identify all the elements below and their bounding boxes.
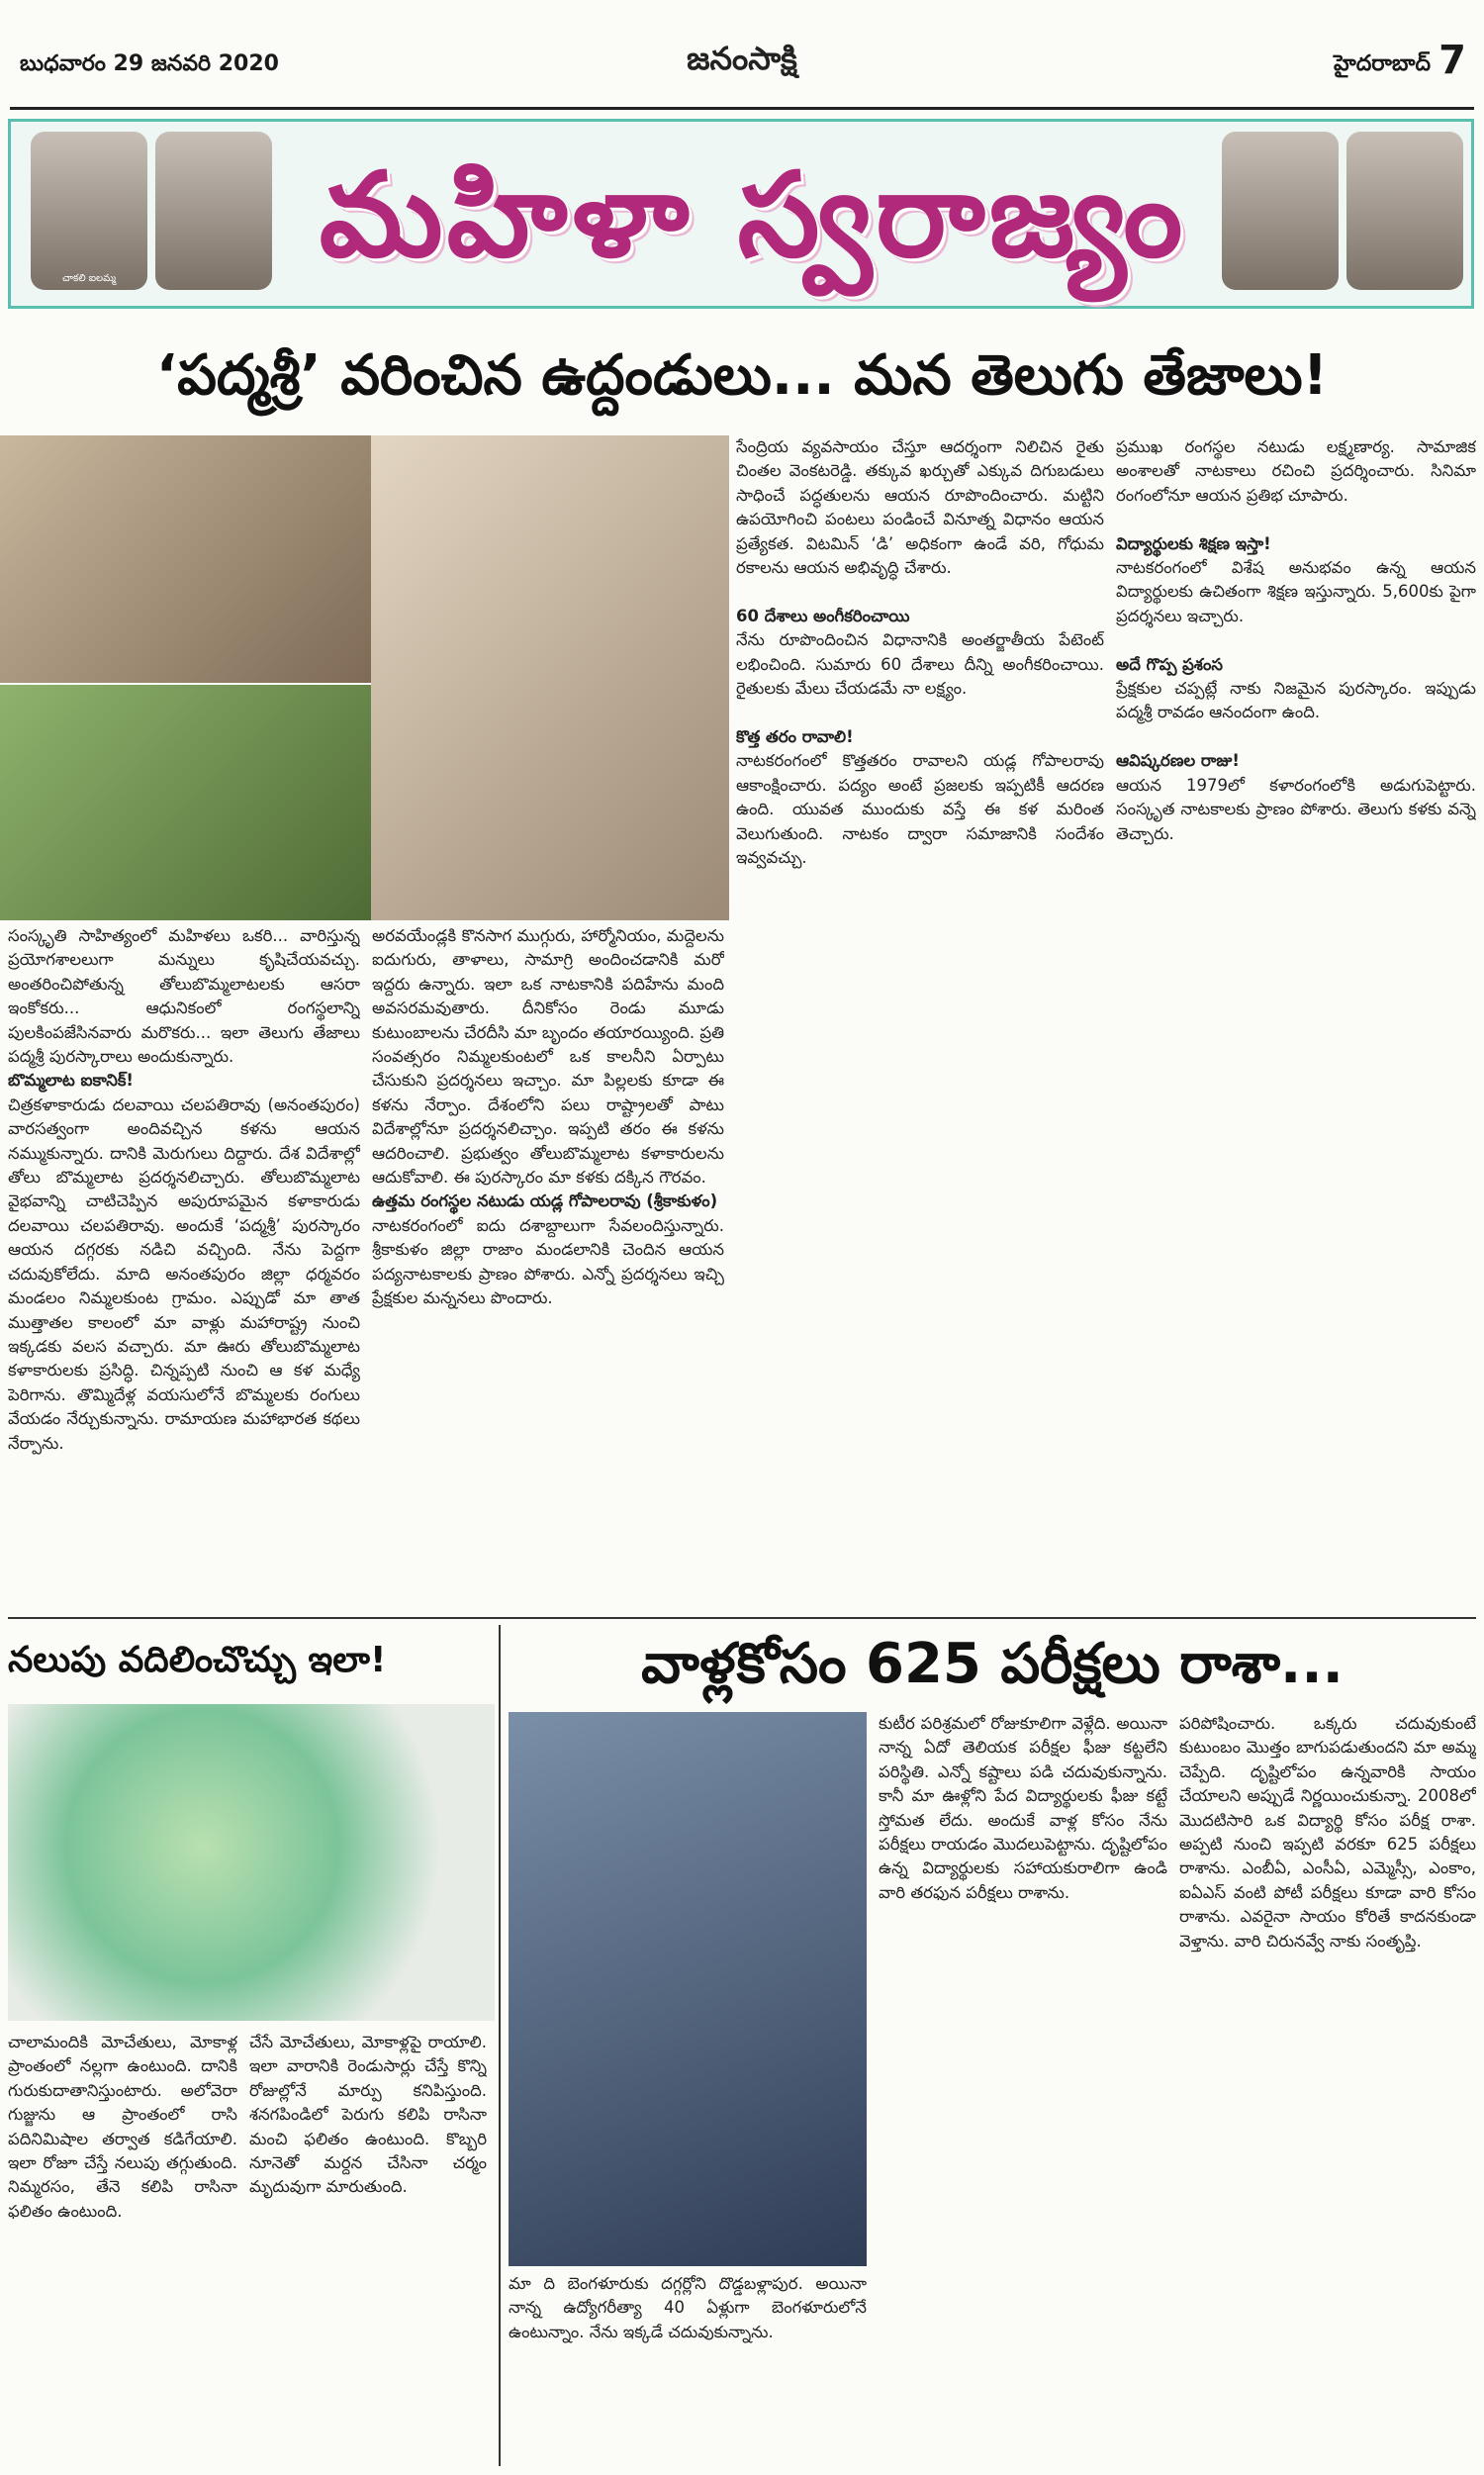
article1-photo-2: [371, 435, 729, 920]
article1-col2-body: అరవయేండ్లకి కొనసాగ ముగ్గురు, హార్మోనియం, మద్దెలను ఐదుగురు, తాళాలు, సామాగ్రి అందించడానికి మరో ఇద్దరు ఉన్నారు. ఇలా ఒక నాటకానికి పదిహేను మంది అవసరమవుతారు. దీనికోసం రెండు మూడు కుటుంబాలను చేరదీసి మా బృందం తయారయ్యింది. ప్రతి సంవత్సరం నిమ్మలకుంటలో ఒక కాలనీని ఏర్పాటు చేసుకుని ప్రదర్శనలు ఇచ్చాం. మా పిల్లలకు కూడా ఈ కళను నేర్పాం. దేశంలోని పలు రాష్ట్రాలతో పాటు విదేశాల్లోనూ ప్రదర్శనలిచ్చాం. ఇప్పటి తరం ఈ కళను ఆదరించాలి. ప్రభుత్వం తోలుబొమ్మలాట కళాకారులను ఆదుకోవాలి. ఈ పురస్కారం మా కళకు దక్కిన గౌరవం.: [372, 926, 724, 1188]
portrait-photo-2: [155, 132, 272, 290]
article1-photo-1: [0, 435, 371, 683]
article1-col2-subheading: ఉత్తమ రంగస్థల నటుడు యడ్ల గోపాలరావు (శ్రీకాకుళం): [372, 1191, 718, 1211]
portrait-photo-1: [31, 132, 147, 290]
column-divider: [499, 1625, 501, 2466]
aloe-vera-photo: [8, 1704, 495, 2021]
portrait-photo-3: [1222, 132, 1339, 290]
article1-col3-body: సేంద్రియ వ్యవసాయం చేస్తూ ఆదర్శంగా నిలిచిన రైతు చింతల వెంకటరెడ్డి. తక్కువ ఖర్చుతో ఎక్కువ దిగుబడులు సాధించే పద్ధతులను ఆయన రూపొందించారు. మట్టిని ఉపయోగించి పంటలు పండించే వినూత్న విధానం ఆయన ప్రత్యేకత. విటమిన్ ‘డి’ అధికంగా ఉండే వరి, గోధుమ రకాలను ఆయన అభివృద్ధి చేశారు.: [736, 437, 1104, 578]
issue-date: బుధవారం 29 జనవరి 2020: [20, 51, 279, 76]
article3-col1-bottom: మా ది బెంగళూరుకు దగ్గర్లోని దొడ్డబళ్లాపుర. అయినా నాన్న ఉద్యోగరీత్యా 40 ఏళ్లుగా బెంగళూరులోనే ఉంటున్నాం. నేను ఇక్కడే చదువుకున్నాను.: [509, 2274, 867, 2341]
header-rule: [10, 107, 1474, 110]
article3-photo-bottom-text: [509, 2272, 867, 2466]
article1-headline: ‘పద్మశ్రీ’ వరించిన ఉద్దండులు... మన తెలుగు తేజాలు!: [155, 343, 1329, 408]
portrait-photo-4: [1346, 132, 1463, 290]
article1-col1-sub-body: చిత్రకళాకారుడు దలవాయి చలపతిరావు (అనంతపురం) వారసత్వంగా అందివచ్చిన కళను ఆయన నమ్ముకున్నారు. దానికి మెరుగులు దిద్దారు. దేశ విదేశాల్లో తోలు బొమ్మలాట ప్రదర్శనలిచ్చారు. తోలుబొమ్మలాట వైభవాన్ని చాటిచెప్పిన అపురూపమైన కళాకారుడు దలవాయి చలపతిరావు. అందుకే ‘పద్మశ్రీ’ పురస్కారం ఆయన దగ్గరకు నడిచి వచ్చింది. నేను పెద్దగా చదువుకోలేదు. మాది అనంతపురం జిల్లా ధర్మవరం మండలం నిమ్మలకుంట గ్రామం. ఎప్పుడో మా తాత ముత్తాతల కాలంలో మా వాళ్లు మహారాష్ట్ర నుంచి ఇక్కడకు వలస వచ్చారు. మా ఊరు తోలుబొమ్మలాట కళాకారులకు ప్రసిద్ధి. చిన్నప్పటి నుంచి ఆ కళ మధ్యే పెరిగాను. తొమ్మిదేళ్ల వయసులోనే బొమ్మలకు రంగులు వేయడం నేర్చుకున్నాను. రామాయణ మహాభారత కథలు నేర్పాను.: [8, 1095, 360, 1453]
article3-photo: [509, 1712, 867, 2266]
article1-column-2: [372, 924, 724, 1607]
article2-col1-body: చాలామందికి మోచేతులు, మోకాళ్ల ప్రాంతంలో నల్లగా ఉంటుంది. దానికి గురుకుదాతానిస్తుంటారు. అలోవెరా గుజ్జును ఆ ప్రాంతంలో రాసి పదినిమిషాల తర్వాత కడిగేయాలి. ఇలా రోజూ చేస్తే నలుపు తగ్గుతుంది. నిమ్మరసం, తేనె కలిపి రాసినా ఫలితం ఉంటుంది.: [8, 2033, 237, 2221]
newspaper-logo: జనంసాక్షి: [687, 40, 797, 77]
article1-col3-subheading-2: కొత్త తరం రావాలి!: [736, 726, 854, 746]
article1-column-4: [1116, 435, 1476, 1607]
article3-col1-body: కుటీర పరిశ్రమలో రోజుకూలిగా వెళ్లేది. అయినా నాన్న ఏదో తెలియక పరీక్షల ఫీజు కట్టలేని పరిస్థితి. ఎన్నో కష్టాలు పడి చదువుకున్నాను. కానీ మా ఊళ్లోని పేద విద్యార్థులకు ఫీజు కట్టే స్తోమత లేదు. అందుకే వాళ్ల కోసం నేను పరీక్షలు రాయడం మొదలుపెట్టాను. దృష్టిలోపం ఉన్న విద్యార్థులకు సహాయకురాలిగా ఉండి వారి తరఫున పరీక్షలు రాశాను.: [879, 1714, 1167, 1902]
article1-col4-sub-body-1: నాటకరంగంలో విశేష అనుభవం ఉన్న ఆయన విద్యార్థులకు ఉచితంగా శిక్షణ ఇస్తున్నారు. 5,600కు పైగా ప్రదర్శనలు ఇచ్చారు.: [1116, 558, 1476, 625]
article2-column-1: [8, 2031, 237, 2466]
section-divider: [8, 1617, 1476, 1619]
article2-column-2: [249, 2031, 487, 2466]
article1-col1-subheading: బొమ్మలాట ఐకానిక్!: [8, 1071, 134, 1091]
masthead: [0, 0, 1484, 117]
article1-col3-subheading-1: 60 దేశాలు అంగీకరించాయి: [736, 606, 910, 625]
article1-photo-3: [0, 685, 371, 920]
section-banner: [8, 119, 1474, 309]
article1-col3-sub-body-1: నేను రూపొందించిన విధానానికి అంతర్జాతీయ పేటెంట్ లభించింది. సుమారు 60 దేశాలు దీన్ని అంగీకరించాయి. రైతులకు మేలు చేయడమే నా లక్ష్యం.: [736, 630, 1104, 699]
portrait-caption-1: చాకలి ఐలమ్మ: [61, 273, 117, 284]
article3-column-1: [879, 1712, 1167, 2466]
article1-col1-body: సంస్కృతి సాహిత్యంలో మహిళలు ఒకరి... వారిస్తున్న ప్రయోగశాలలుగా మన్నులు కృషిచేయవచ్చు. అంతరించిపోతున్న తోలుబొమ్మలాటలకు ఆసరా ఇంకోకరు... ఆధునికంలో రంగస్థలాన్ని పులకింపజేసినవారు మరొకరు... ఇలా తెలుగు తేజాలు పద్మశ్రీ పురస్కారాలు అందుకున్నారు.: [8, 926, 360, 1067]
article1-col4-body: ప్రముఖ రంగస్థల నటుడు లక్ష్మణార్య. సామాజిక అంశాలతో నాటకాలు రచించి ప్రదర్శించారు. సినిమా రంగంలోనూ ఆయన ప్రతిభ చూపారు.: [1116, 437, 1476, 505]
article2-col2-body: చేసే మోచేతులు, మోకాళ్లపై రాయాలి. ఇలా వారానికి రెండుసార్లు చేస్తే కొన్ని రోజుల్లోనే మార్పు కనిపిస్తుంది. శనగపిండిలో పెరుగు కలిపి రాసినా మంచి ఫలితం ఉంటుంది. కొబ్బరి నూనెతో మర్దన చేసినా చర్మం మృదువుగా మారుతుంది.: [249, 2033, 487, 2197]
article1-col4-subheading-1: విద్యార్థులకు శిక్షణ ఇస్తా!: [1116, 533, 1271, 553]
article1-col4-sub-body-2: ప్రేక్షకుల చప్పట్లే నాకు నిజమైన పురస్కారం. ఇప్పుడు పద్మశ్రీ రావడం ఆనందంగా ఉంది.: [1116, 679, 1476, 722]
article1-col4-subheading-2: అదే గొప్ప ప్రశంస: [1116, 654, 1223, 674]
article2-headline: నలుపు వదిలించొచ్చు ఇలా!: [8, 1640, 387, 1680]
article3-headline: వాళ్లకోసం 625 పరీక్షలు రాశా...: [641, 1632, 1344, 1696]
banner-title: మహిళా స్వరాజ్యం: [319, 146, 1187, 283]
page-number: 7: [1438, 38, 1466, 83]
article1-col3-sub-body-2: నాటకరంగంలో కొత్తతరం రావాలని యడ్ల గోపాలరావు ఆకాంక్షించారు. పద్యం అంటే ప్రజలకు ఇప్పటికీ ఆదరణ ఉంది. యువత ముందుకు వస్తే ఈ కళ మరింత వెలుగుతుంది. నాటకం ద్వారా సమాజానికి సందేశం ఇవ్వవచ్చు.: [736, 751, 1104, 867]
article1-col4-sub-body-3: ఆయన 1979లో కళారంగంలోకి అడుగుపెట్టారు. సంస్కృత నాటకాలకు ప్రాణం పోశారు. తెలుగు కళకు వన్నె తెచ్చారు.: [1116, 775, 1476, 843]
article1-column-3: [736, 435, 1104, 1607]
article1-col2-sub-body: నాటకరంగంలో ఐదు దశాబ్దాలుగా సేవలందిస్తున్నారు. శ్రీకాకుళం జిల్లా రాజాం మండలానికి చెందిన ఆయన పద్యనాటకాలకు ప్రాణం పోశారు. ఎన్నో ప్రదర్శనలు ఇచ్చి ప్రేక్షకుల మన్ననలు పొందారు.: [372, 1215, 724, 1308]
article3-column-2: [1179, 1712, 1476, 2466]
article1-col4-subheading-3: ఆవిష్కరణల రాజు!: [1116, 751, 1240, 771]
article1-column-1: [8, 924, 360, 1607]
article3-col2-body: పరిపోషించారు. ఒక్కరు చదువుకుంటే కుటుంబం మొత్తం బాగుపడుతుందని మా అమ్మ చెప్పేది. దృష్టిలోపం ఉన్నవారికి సాయం చేయాలని అప్పుడే నిర్ణయించుకున్నా. 2008లో మొదటిసారి ఒక విద్యార్థి కోసం పరీక్ష రాశా. అప్పటి నుంచి ఇప్పటి వరకూ 625 పరీక్షలు రాశాను. ఎంబీఏ, ఎంసీఏ, ఎమ్మెస్సీ, ఎంకాం, ఐఏఎస్ వంటి పోటీ పరీక్షలు కూడా వారి కోసం రాశాను. ఎవరైనా సాయం కోరితే కాదనకుండా వెళ్తాను. వారి చిరునవ్వే నాకు సంతృప్తి.: [1179, 1714, 1476, 1951]
edition-city: హైదరాబాద్: [1334, 51, 1431, 76]
